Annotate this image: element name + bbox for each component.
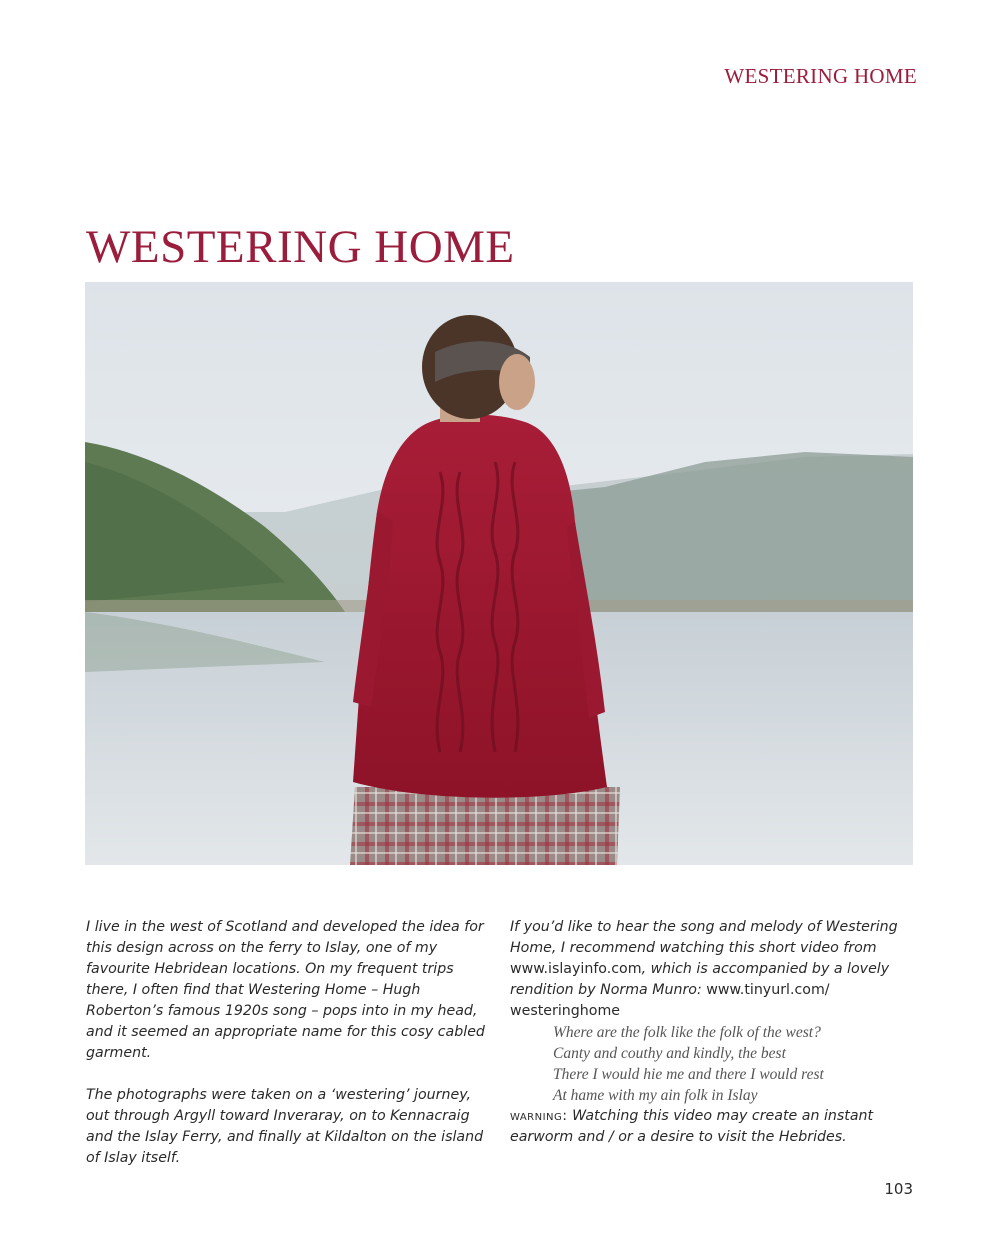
warning-label: warning: xyxy=(510,1108,568,1124)
song-paragraph xyxy=(510,917,915,1022)
lyric-line: Canty and couthy and kindly, the best xyxy=(553,1045,786,1062)
running-head: WESTERING HOME xyxy=(724,64,917,88)
page-number: 103 xyxy=(884,1180,913,1198)
warning-text: Watching this video may create an instant earworm and / or a desire to visit the Hebrides. xyxy=(510,1108,874,1145)
warning-paragraph xyxy=(510,1106,915,1148)
lyric-line: At hame with my ain folk in Islay xyxy=(553,1087,758,1104)
song-lyrics xyxy=(553,1022,915,1106)
left-column xyxy=(86,917,486,1169)
song-intro-text: If you’d like to hear the song and melody of Westering Home, I recommend watching this short video from xyxy=(510,919,898,956)
page-title: WESTERING HOME xyxy=(86,221,515,273)
right-column xyxy=(510,917,915,1148)
photo-note-paragraph: The photographs were taken on a ‘westering’ journey, out through Argyll toward Inveraray, on to Kennacraig and the Islay Ferry, and finally at Kildalton on the island of Islay itself. xyxy=(86,1087,484,1166)
lyric-line: Where are the folk like the folk of the west? xyxy=(553,1024,821,1041)
intro-paragraph: I live in the west of Scotland and developed the idea for this design across on the ferry to Islay, one of my favourite Hebridean locations. On my frequent trips there, I often find that Westering Home – Hugh Roberton’s famous 1920s song – pops into in my head, and it seemed an appropriate name for this cosy cabled garment. xyxy=(86,919,485,1061)
hero-photo xyxy=(85,282,913,865)
song-intro-text-2: , which is accompanied by a lovely rendition by Norma Munro: xyxy=(510,961,890,998)
islayinfo-link[interactable]: www.islayinfo.com xyxy=(510,961,642,977)
tinyurl-link[interactable]: www.tinyurl.com/ westeringhome xyxy=(510,982,830,1019)
lyric-line: There I would hie me and there I would rest xyxy=(553,1066,824,1083)
